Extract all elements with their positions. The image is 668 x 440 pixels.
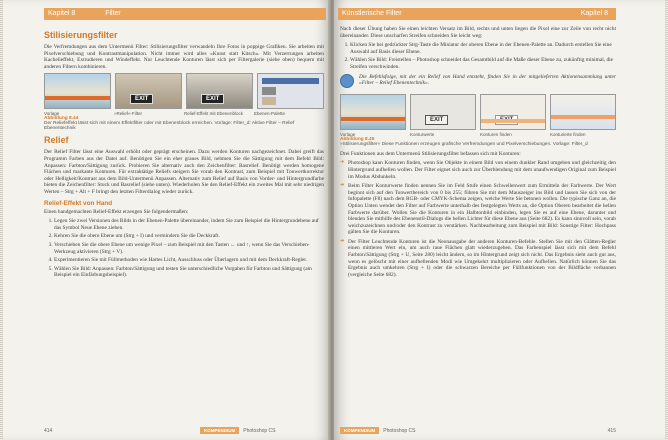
figure-thumb-konturierte bbox=[550, 94, 616, 130]
page-number-right: 415 bbox=[607, 428, 616, 434]
running-header-left bbox=[44, 8, 326, 20]
bullet-item: ➜ Der Filter Leuchtende Konturen ist die Neonausgabe der anderen Konturen-Befehle. Stellen Sie mit den Glätten-Regler einen mittleren Wert ein, um auch raue Flächen glatt wiederzugeben. Das Farbenspiel lässt sich mit dem Befehl Farbton/Sättigung (Strg + U, Seite 280) leicht ändern, so im Hintergrund zeigt sich nicht. Das Ergebnis sieht auch gut aus, wenn es gelöscht mit einer aufhellenden Modi wie Umgekehrt multiplizieren oder Aufhellen. Natürlich können Sie das Ergebnis auch umkehren (Strg + I) oder die schwarzen Bereiche per Füllfunktionen von der Bildfläche verbannen (vergleiche Seite 682). bbox=[340, 239, 616, 279]
section-title-stilisierungsfilter: Stilisierungsfilter bbox=[44, 30, 118, 40]
footer-brand: Photoshop CS bbox=[243, 428, 276, 434]
layer-thumb bbox=[262, 87, 276, 95]
figure-text: »Stilisierungsfilter« Diese Funktionen erzeugen grafische Verfremdungen und Pixelverschiebungen. Vorlage: Filter_d bbox=[340, 141, 588, 147]
section-title-relief: Relief bbox=[44, 135, 69, 146]
step-item: 5. Wählen Sie Bild: Anpassen: Farbton/Sättigung und testen Sie unterschiedliche Vorgaben für Farbton und Sättigung (am Beispiel ein Einfärbungsbeispiel). bbox=[54, 266, 324, 279]
figure-thumb-relief bbox=[115, 73, 182, 109]
figure-caption: Konturwerte bbox=[410, 131, 435, 137]
figure-thumb-ebenen-palette bbox=[257, 73, 324, 109]
relief-paragraph: Der Relief Filter lässt eine Auswahl erhöht oder geprägt erscheinen. Dazu werden Konturen nachgezeichnet. Dabei greift das Programm Farben aus der Datei auf. Benötigen Sie ein eher graues Bild, nehmen Sie die Sättigung mit dem Befehl Bild: Anpassen: Farbton/Sättigung zurück. Probieren Sie alternativ auch den Zeichenfilter: Basrelief. Benötigt werden homogene Flächen und markante Konturen. Für extraktätige Reliefs steigern Sie vorab den Kontrast, zum Beispiel mit Tonwertkorrektur oder Helligkeit/Kontrast aus dem Bild-Untermenü Anpassen. Alternativ zum Relief auf Basis von Vorder- und Hintergrundfarbe bieten die Zeichenfilter: Stuck und Basrelief (siehe unten). Wiederholen Sie den Relief-Effekt ein zweites Mal mit sehr niedrigen Werten – Strg + Alt + F bringt den letzten Filterdialog wieder zurück. bbox=[44, 149, 324, 195]
right-paragraph: Nach dieser Übung haben Sie einen leichten Versatz im Bild, rechts und unten liegen die Pixel eine zur Zeile von recht nicht übereinander. Diese unscharfen Streifen schneiden Sie leicht weg: bbox=[340, 26, 616, 39]
step-item: 2. Wählen Sie Bild: Freistellen – Photoshop schneidet das Gesamtbild auf die Maße dieser Ebene zu, zukünftig minimal, die Streifen verschwinden. bbox=[350, 57, 616, 70]
cd-icon bbox=[340, 74, 354, 88]
figure-caption: Konturen finden bbox=[480, 131, 512, 137]
header-chapter: Kapitel 8 bbox=[48, 10, 76, 17]
exit-sign: EXIT bbox=[425, 115, 448, 125]
orange-stripe bbox=[551, 115, 615, 119]
bullet-item: ➜ Beim Filter Konturwerte finden nennen Sie im Feld Stufe einen Schwellenwert zum Ermitteln der Farbwerte. Der Wert beginnt sich auf den Tonwertbereich von 0 bis 255; führen Sie mit dem Mauszeiger ins Bild und lassen Sie sich von der Infopalette (F8) nach dem RGB- oder CMYK-Schema zeigen, welche Werte Sie betonen wollen. Die typische Ganz an, die Option Unten wendet den Filter auf Farbwerte unterhalb des festgelegten Werts an, die Option Oberen bearbeitet die hellen Farbwerte darüber. Wollen Sie die Konturen in ein Halbtonbild einbinden, legen Sie es auf eine Ebene, darunter und blenden Sie mithilfe des Ebenenstil-Dialogs die hellen Lichter für diese Ebene aus (Seite 682). Es kann sinnvoll sein, vorab weichzuzeichnen und/oder den Kontrast zu verstärken. Nachbearbeitung zum Beispiel mit Bild: Sonstige Filter: Hochpass gälten Sie die Konturen. bbox=[340, 183, 616, 236]
header-chapter: Kapitel 8 bbox=[580, 10, 608, 17]
crop-steps bbox=[350, 42, 616, 70]
left-content bbox=[44, 26, 324, 281]
figure-caption: Vorlage bbox=[340, 131, 356, 137]
note-text: Die Befehlsfolge, mit der ein Relief von Hand entsteht, finden Sie in der mitgelieferten Aktionensammlung unter »Filter – Relief Ebenentechnik«. bbox=[359, 73, 616, 87]
left-page bbox=[0, 0, 330, 440]
footer-brand: Photoshop CS bbox=[383, 428, 416, 434]
figure-caption: Konturierte finden bbox=[550, 131, 586, 137]
figure-thumb-relief-ebenen bbox=[186, 73, 253, 109]
orange-stripe bbox=[481, 119, 545, 123]
step-item: 2. Kehren Sie die obere Ebene um (Strg + I) und vermindern Sie die Deckkraft. bbox=[54, 233, 324, 240]
kompendium-badge: KOMPENDIUM bbox=[200, 427, 239, 434]
figure-captions bbox=[44, 111, 324, 116]
palette-bar bbox=[262, 78, 319, 84]
figure-number: Abbildung 8.44 bbox=[44, 116, 79, 122]
figure-caption: Ebenen-Palette bbox=[254, 111, 286, 117]
header-section: Künstlerische Filter bbox=[342, 10, 402, 17]
contour-lead: Drei Funktionen aus dem Untermenü Stilisierungsfilter befassen sich mit Konturen: bbox=[340, 150, 521, 157]
bullet-item: ➜ Photoshop kann Konturen finden, wenn Sie Objekte in einem Bild von einem dunkler Rand umgeben und gleichzeitig den Hintergrund aufhellen wollen. Der Filter eignet sich auch zur Überblendung mit dem unaufwendigen Original zum Beispiel im Modus Abdunkeln. bbox=[340, 160, 616, 180]
figure-legend bbox=[44, 116, 324, 131]
orange-stripe bbox=[45, 96, 110, 100]
step-item: 1. Legen Sie zwei Versionen des Bilds in der Ebenen-Palette übereinander, indem Sie zum Beispiel die Hintergrundebene auf das Symbol Neue Ebene ziehen. bbox=[54, 218, 324, 231]
right-content bbox=[340, 26, 616, 281]
layer-thumb bbox=[262, 97, 276, 105]
step-item: 4. Experimentieren Sie mit Füllmethoden wie Hartes Licht, Ausschluss oder Überlagern und mit dem Deckkraft-Regler. bbox=[54, 257, 324, 264]
figure-8-44 bbox=[44, 73, 324, 109]
figure-caption: Vorlage bbox=[44, 111, 60, 117]
figure-text: Der Reliefeffekt lässt sich mit einem Effektfilter oder mit Ebenenblock erreichen. Vorlage: Filter_d: Aktive Filter – Relief Ebenentechnik bbox=[44, 121, 295, 132]
exit-sign: EXIT bbox=[130, 94, 153, 104]
figure-thumb-konturen-finden bbox=[480, 94, 546, 130]
page-number-left: 414 bbox=[44, 428, 53, 434]
relief-steps bbox=[54, 218, 324, 279]
step-item: 3. Verschieben Sie die obere Ebene um wenige Pixel – zum Beispiel mit den Tasten ← und ↑, wenn Sie das Verschieben-Werkzeug aktivieren (Strg + V). bbox=[54, 242, 324, 255]
figure-thumb-konturwerte bbox=[410, 94, 476, 130]
subsection-title: Relief-Effekt von Hand bbox=[44, 199, 113, 207]
cd-note bbox=[340, 74, 616, 90]
kompendium-badge: KOMPENDIUM bbox=[340, 427, 379, 434]
figure-thumb-vorlage bbox=[44, 73, 111, 109]
contour-bullets bbox=[340, 160, 616, 278]
figure-thumb-vorlage bbox=[340, 94, 406, 130]
relief-lead: Einen handgemachten Relief-Effekt erzeugen Sie folgendermaßen: bbox=[44, 208, 189, 215]
figure-legend bbox=[340, 137, 616, 147]
figure-caption: Relief-Effekt mit Ebenenblock bbox=[184, 111, 243, 117]
figure-caption: »Relief«-Filter bbox=[114, 111, 143, 117]
intro-paragraph: Die Verfremdungen aus dem Untermenü Filter: Stilisierungsfilter verwandeln Ihre Fotos in poppige Grafiken. Sie arbeiten mit Pixelverschiebung und Kontrastmanipulation. Nicht immer wird alles »Kunst statt Kitsch«. Mit Verzerrungen arbeiten Kachelieffekt, Extrudieren und Windeffekt. Nur Leuchtende Konturen lässt sich per Filtergalerie (siehe oben) bequem mit anderen Filtern kombinieren. bbox=[44, 44, 324, 70]
step-item: 1. Klicken Sie bei gedrückter Strg-Taste die Miniatur der oberen Ebene in der Ebenen-Palette an. Dadurch erstellen Sie eine Auswahl auf Basis dieser Ebene. bbox=[350, 42, 616, 55]
running-header-right bbox=[338, 8, 616, 20]
header-section: Filter bbox=[105, 10, 121, 17]
figure-8-45 bbox=[340, 94, 616, 130]
page-edge-left bbox=[0, 0, 3, 440]
figure-number: Abbildung 8.45 bbox=[340, 136, 375, 142]
footer-brand-left bbox=[200, 427, 276, 434]
exit-sign: EXIT bbox=[201, 94, 224, 104]
orange-stripe bbox=[341, 117, 405, 121]
footer-brand-right bbox=[340, 427, 416, 434]
right-page bbox=[334, 0, 668, 440]
